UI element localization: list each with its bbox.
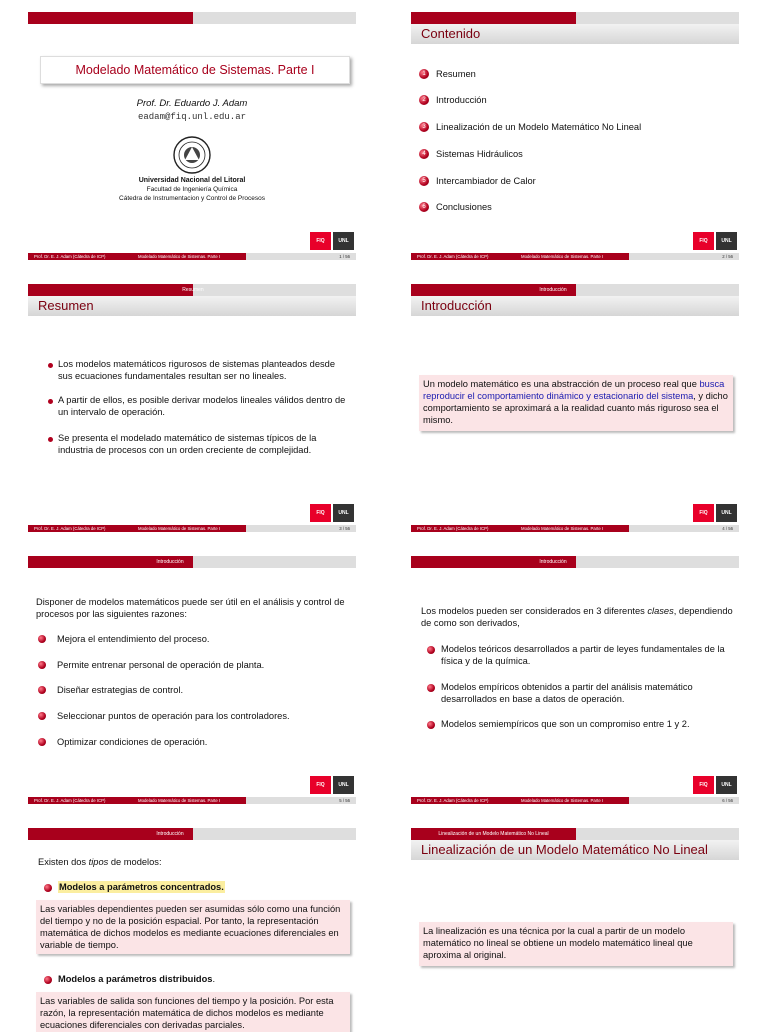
university-seal-icon [173, 136, 211, 174]
author: Prof. Dr. Eduardo J. Adam [136, 98, 248, 109]
slide-topbar [28, 284, 356, 296]
logos [693, 232, 737, 250]
bullet-icon [38, 738, 46, 746]
toc-item[interactable]: Resumen [436, 69, 476, 79]
bullet-icon [38, 686, 46, 694]
bullet-icon [427, 646, 435, 654]
slide-titlebar [411, 296, 739, 316]
footer-title: Modelado Matemático de Sistemas. Parte I [519, 797, 629, 804]
toc-number: 6 [419, 202, 429, 212]
logos [310, 232, 354, 250]
definition-text: Un modelo matemático es una abstracción de un proceso real que [423, 379, 700, 389]
toc-number: 2 [419, 95, 429, 105]
bullet-icon [38, 712, 46, 720]
footer-page: 3 / 56 [246, 525, 356, 532]
intro-text [38, 856, 162, 868]
chair-name: Cátedra de Instrumentacion y Control de Procesos [119, 195, 265, 202]
footer-title: Modelado Matemático de Sistemas. Parte I [519, 253, 629, 260]
unl-logo: UNL [716, 776, 737, 794]
toc-number: 4 [419, 149, 429, 159]
slide-7 [28, 828, 358, 1030]
section-label: Introducción [539, 559, 567, 565]
model-heading: Modelos a parámetros distribuidos. [58, 974, 216, 984]
section-label: Introducción [539, 287, 567, 293]
unl-logo: UNL [333, 504, 354, 522]
logos [693, 776, 737, 794]
footer-author: Prof. Dr. E. J. Adam (Cátedra de ICP) [28, 525, 136, 532]
reason-item: Mejora el entendimiento del proceso. [57, 634, 210, 644]
section-label: Introducción [156, 559, 184, 565]
unl-logo: UNL [716, 504, 737, 522]
toc-number: 3 [419, 122, 429, 132]
definition-box: La linealización es una técnica por la cual a partir de un modelo matemático no lineal se obtiene un modelo matemático lineal que aproxima al original. [419, 922, 733, 966]
fiq-logo: FIQ [310, 232, 331, 250]
footer-author: Prof. Dr. E. J. Adam (Cátedra de ICP) [411, 253, 519, 260]
slide-titlebar [411, 24, 739, 44]
presentation-title: Modelado Matemático de Sistemas. Parte I [75, 63, 315, 77]
toc-item[interactable]: Introducción [436, 95, 487, 105]
slide-footer [411, 525, 739, 532]
slide-footer [411, 797, 739, 804]
footer-page: 1 / 56 [246, 253, 356, 260]
model-heading-text: Modelos a parámetros concentrados [59, 882, 222, 892]
model-heading: Modelos a parámetros concentrados. [59, 882, 224, 892]
intro-text-end: de modelos: [108, 857, 162, 867]
bullet-icon [48, 363, 53, 368]
intro-emphasis: tipos [88, 857, 109, 867]
footer-author: Prof. Dr. E. J. Adam (Cátedra de ICP) [28, 797, 136, 804]
slide-topbar [28, 828, 356, 840]
intro-text-start: Existen dos [38, 857, 89, 867]
slide-footer [28, 253, 356, 260]
slide-6 [411, 556, 741, 804]
footer-author: Prof. Dr. E. J. Adam (Cátedra de ICP) [28, 253, 136, 260]
footer-page: 4 / 56 [629, 525, 739, 532]
class-item: Modelos teóricos desarrollados a partir de leyes fundamentales de la física y de la química. [441, 644, 725, 666]
toc-item[interactable]: Conclusiones [436, 202, 492, 212]
slide-2 [411, 12, 741, 260]
footer-title: Modelado Matemático de Sistemas. Parte I [136, 253, 246, 260]
bullet-text: A partir de ellos, es posible derivar modelos lineales válidos dentro de un intervalo de operación. [58, 395, 346, 417]
bullet-text: Los modelos matemáticos rigurosos de sistemas planteados desde sus ecuaciones fundamentales resultan ser no lineales. [58, 359, 335, 381]
bullet-icon [38, 661, 46, 669]
slide-topbar [411, 284, 739, 296]
bullet-icon [427, 721, 435, 729]
reason-item: Permite entrenar personal de operación de planta. [57, 660, 265, 670]
fiq-logo: FIQ [310, 504, 331, 522]
footer-author: Prof. Dr. E. J. Adam (Cátedra de ICP) [411, 797, 519, 804]
slide-topbar [411, 12, 739, 24]
model-box: Las variables dependientes pueden ser asumidas sólo como una función del tiempo y no de la posición espacial. Por tanto, la representación matemática de dichos modelos es mediante ecuaciones diferenciales en variable de tiempo. [36, 900, 350, 954]
intro-text-start: Los modelos pueden ser considerados en 3 diferentes [421, 606, 648, 616]
title-box [40, 56, 350, 84]
slide-1 [28, 12, 358, 260]
slide-title: Resumen [38, 298, 94, 313]
bullet-text: Se presenta el modelado matemático de sistemas típicos de la industria de procesos con un orden creciente de complejidad. [58, 433, 317, 455]
slide-titlebar [28, 296, 356, 316]
unl-logo: UNL [716, 232, 737, 250]
footer-title: Modelado Matemático de Sistemas. Parte I [136, 797, 246, 804]
slide-title: Introducción [421, 298, 492, 313]
footer-title: Modelado Matemático de Sistemas. Parte I [519, 525, 629, 532]
bullet-icon [38, 635, 46, 643]
slide-footer [411, 253, 739, 260]
slide-footer [28, 797, 356, 804]
definition-text-end: , y dicho comportamiento se aproximará a la realidad cuanto más riguroso sea el mismo. [423, 391, 728, 425]
logos [310, 504, 354, 522]
section-label: Introducción [156, 831, 184, 837]
logos [693, 504, 737, 522]
reason-item: Diseñar estrategias de control. [57, 685, 184, 695]
bullet-icon [48, 399, 53, 404]
slide-title: Linealización de un Modelo Matemático No Lineal [421, 842, 708, 857]
toc-number: 5 [419, 176, 429, 186]
section-label: Linealización de un Modelo Matemático No Lineal [438, 831, 549, 837]
faculty-name: Facultad de Ingeniería Química [146, 186, 238, 193]
slide-topbar [411, 828, 739, 840]
section-label: Resumen [182, 287, 204, 293]
reason-item: Seleccionar puntos de operación para los controladores. [57, 711, 290, 721]
slide-title: Contenido [421, 26, 481, 41]
toc-item[interactable]: Linealización de un Modelo Matemático No Lineal [436, 122, 642, 132]
model-heading-text: Modelos a parámetros distribuidos [58, 974, 213, 984]
intro-emphasis: clases [647, 606, 674, 616]
footer-page: 6 / 56 [629, 797, 739, 804]
intro-text-end: , dependiendo de como son derivados, [421, 606, 733, 628]
slide-3 [28, 284, 358, 532]
bullet-icon [48, 437, 53, 442]
footer-title: Modelado Matemático de Sistemas. Parte I [136, 525, 246, 532]
intro-text: Disponer de modelos matemáticos puede ser útil en el análisis y control de procesos por las siguientes razones: [36, 597, 345, 619]
reason-item: Optimizar condiciones de operación. [57, 737, 208, 747]
slide-footer [28, 525, 356, 532]
definition-highlight: busca reproducir el comportamiento dinámico y estacionario del sistema [423, 379, 725, 401]
slide-4 [411, 284, 741, 532]
class-item: Modelos empíricos obtenidos a partir del análisis matemático desarrollados en base a datos de operación. [441, 682, 693, 704]
definition-box [419, 375, 733, 431]
toc-item[interactable]: Sistemas Hidráulicos [436, 149, 523, 159]
university-name: Universidad Nacional del Litoral [138, 177, 246, 184]
logos [310, 776, 354, 794]
footer-page: 2 / 56 [629, 253, 739, 260]
slide-8 [411, 828, 741, 1024]
unl-logo: UNL [333, 776, 354, 794]
bullet-icon [427, 684, 435, 692]
footer-author: Prof. Dr. E. J. Adam (Cátedra de ICP) [411, 525, 519, 532]
fiq-logo: FIQ [310, 776, 331, 794]
class-item: Modelos semiempíricos que son un compromiso entre 1 y 2. [441, 719, 690, 729]
intro-text [421, 605, 733, 629]
bullet-icon [44, 884, 52, 892]
model-box: Las variables de salida son funciones del tiempo y la posición. Por esta razón, la representación matemática de dichos modelos es mediante ecuaciones diferenciales con derivadas parciales. [36, 992, 350, 1032]
slide-topbar [28, 556, 356, 568]
unl-logo: UNL [333, 232, 354, 250]
fiq-logo: FIQ [693, 776, 714, 794]
fiq-logo: FIQ [693, 232, 714, 250]
bullet-icon [44, 976, 52, 984]
toc-item[interactable]: Intercambiador de Calor [436, 176, 536, 186]
footer-page: 5 / 56 [246, 797, 356, 804]
slide-5 [28, 556, 358, 804]
slide-topbar [28, 12, 356, 24]
toc-number: 1 [419, 69, 429, 79]
slide-titlebar [411, 840, 739, 860]
slide-topbar [411, 556, 739, 568]
email: eadam@fiq.unl.edu.ar [137, 112, 247, 122]
fiq-logo: FIQ [693, 504, 714, 522]
